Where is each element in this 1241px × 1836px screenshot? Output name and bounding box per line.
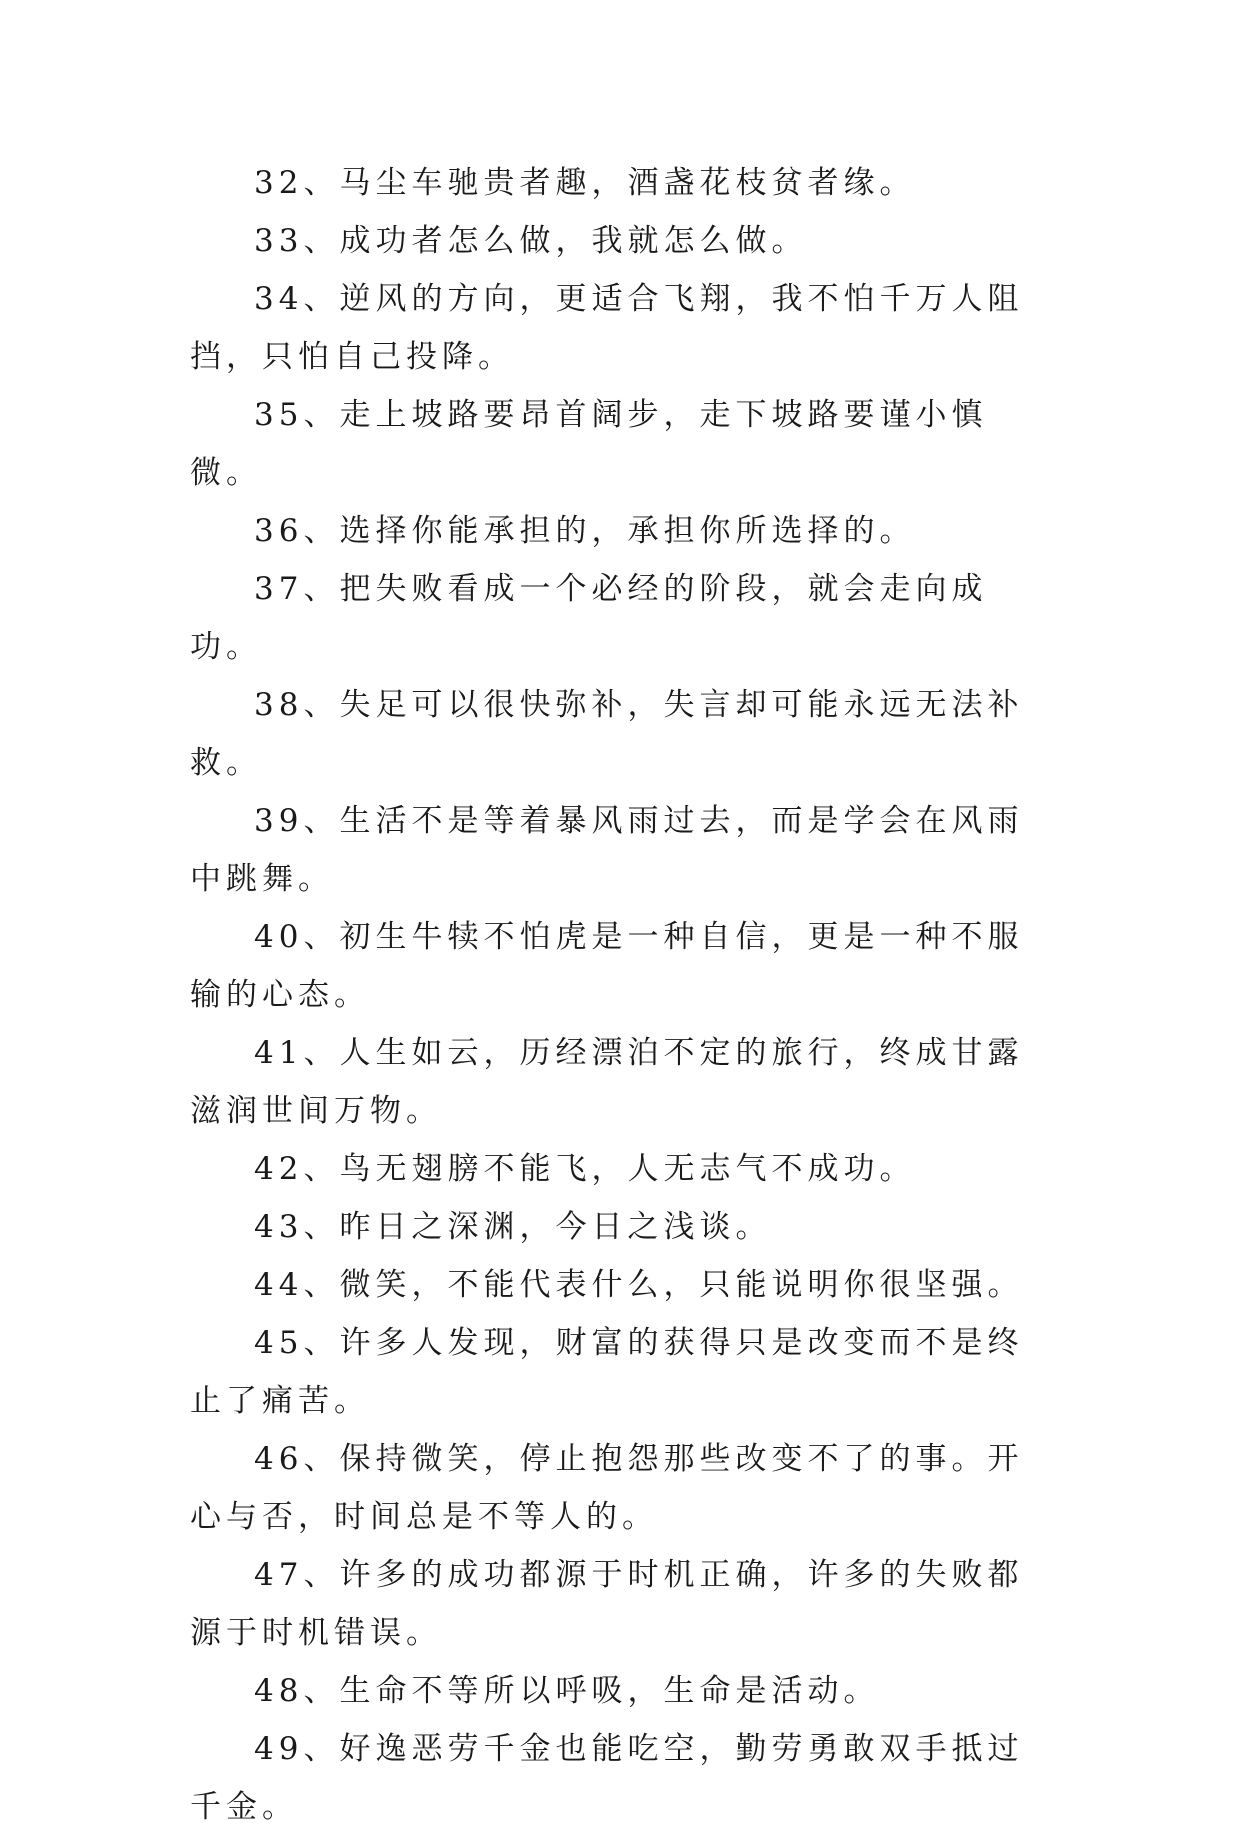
paragraph-34: 34、逆风的方向，更适合飞翔，我不怕千万人阻挡，只怕自己投降。 <box>190 281 1024 375</box>
paragraph-38: 38、失足可以很快弥补，失言却可能永远无法补救。 <box>190 687 1024 781</box>
paragraph-48: 48、生命不等所以呼吸，生命是活动。 <box>254 1673 880 1709</box>
paragraph-45: 45、许多人发现，财富的获得只是改变而不是终止了痛苦。 <box>190 1325 1024 1419</box>
paragraph-39: 39、生活不是等着暴风雨过去，而是学会在风雨中跳舞。 <box>190 803 1024 897</box>
document-body <box>190 154 1050 1836</box>
paragraph-47: 47、许多的成功都源于时机正确，许多的失败都源于时机错误。 <box>190 1557 1024 1651</box>
paragraph-46: 46、保持微笑，停止抱怨那些改变不了的事。开心与否，时间总是不等人的。 <box>190 1441 1024 1535</box>
paragraph-43: 43、昨日之深渊，今日之浅谈。 <box>254 1209 772 1245</box>
paragraph-49: 49、好逸恶劳千金也能吃空，勤劳勇敢双手抵过千金。 <box>190 1731 1024 1825</box>
paragraph-35: 35、走上坡路要昂首阔步，走下坡路要谨小慎微。 <box>190 397 988 491</box>
paragraph-42: 42、鸟无翅膀不能飞，人无志气不成功。 <box>254 1151 916 1187</box>
paragraph-32: 32、马尘车驰贵者趣，酒盏花枝贫者缘。 <box>254 165 916 201</box>
paragraph-33: 33、成功者怎么做，我就怎么做。 <box>254 223 808 259</box>
paragraph-36: 36、选择你能承担的，承担你所选择的。 <box>254 513 916 549</box>
paragraph-44: 44、微笑，不能代表什么，只能说明你很坚强。 <box>254 1267 1024 1303</box>
paragraph-37: 37、把失败看成一个必经的阶段，就会走向成功。 <box>190 571 988 665</box>
paragraph-41: 41、人生如云，历经漂泊不定的旅行，终成甘露滋润世间万物。 <box>190 1035 1024 1129</box>
paragraph-40: 40、初生牛犊不怕虎是一种自信，更是一种不服输的心态。 <box>190 919 1024 1013</box>
